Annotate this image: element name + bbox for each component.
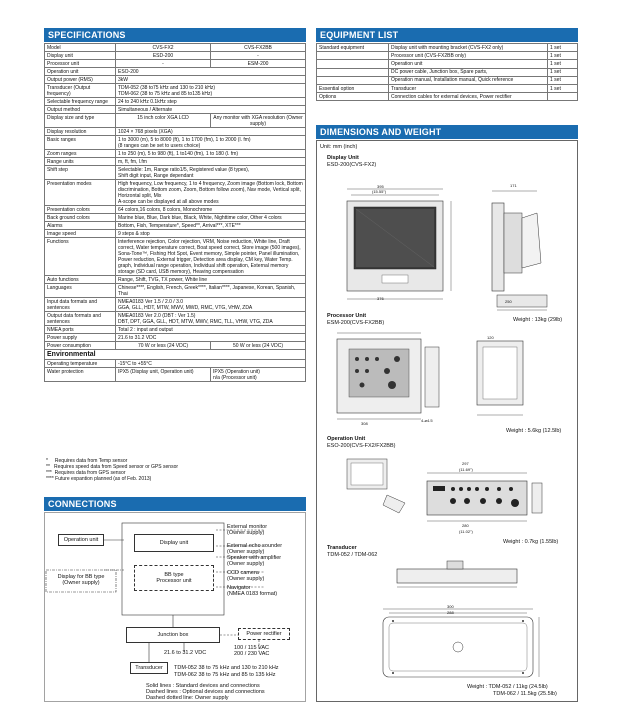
specifications-footnotes <box>46 458 302 482</box>
dim-transducer-288: 288 <box>447 610 454 615</box>
spec-row <box>45 342 306 350</box>
equipment-item: Connection cables for external devices, Power rectifier <box>389 93 548 101</box>
equipment-table <box>316 43 578 101</box>
spec-label: Languages <box>45 284 116 298</box>
spec-label: Functions <box>45 238 116 276</box>
specifications-table-container <box>44 43 306 382</box>
transducer-drawing <box>327 559 567 687</box>
spec-value: Interference rejection, Color rejection, VRM, Noise reduction, White line, Draft correct, Water temperature correct, Boat speed correct, Store image (500 images), Sona-Tone™, Fishing Hot Spot, Event memory, Simple pointer, Panel illumination, Power reduction, External trigger, Detection area display, CM key, Water Temp. graph, Individual range operation, Individual shift operation, External memory storage (SD card, USB memory), Heaving compensation <box>116 238 306 276</box>
equipment-row <box>317 85 578 93</box>
equipment-header: EQUIPMENT LIST <box>316 28 578 42</box>
transducer-model: TDM-052 / TDM-062 <box>327 552 378 558</box>
footnote: *** Requires data from GPS sensor <box>46 470 126 476</box>
equipment-qty: 1 set <box>548 76 578 84</box>
spec-label: Display size and type <box>45 114 116 128</box>
spec-row <box>45 334 306 342</box>
operation-unit-box: Operation unit <box>58 534 104 546</box>
footnote: ** Requires speed data from Speed sensor or GPS sensor <box>46 464 179 470</box>
dim-display-395: 395 <box>377 184 384 189</box>
spec-row <box>45 158 306 166</box>
display-unit-model: ESD-200(CVS-FX2) <box>327 162 377 168</box>
legend-dashed: Dashed lines : Optional devices and connections <box>146 689 265 695</box>
equipment-row <box>317 93 578 101</box>
env-value-fx2: IPX5 (Display unit, Operation unit) <box>116 368 211 382</box>
legend-solid: Solid lines : Standard devices and connections <box>146 683 260 689</box>
spec-value: 9 steps & stop <box>116 230 306 238</box>
equipment-row <box>317 68 578 76</box>
spec-label: Transducer (Output frequency) <box>45 84 116 98</box>
env-label: Operating temperature <box>45 360 116 368</box>
spec-row <box>45 114 306 128</box>
equipment-item: Processor unit (CVS-FX2BB only) <box>389 52 548 60</box>
dim-processor-120: 120 <box>487 335 494 340</box>
spec-label: Presentation colors <box>45 206 116 214</box>
equipment-group: Standard equipment <box>317 44 389 52</box>
spec-label: Image speed <box>45 230 116 238</box>
spec-label: Power supply <box>45 334 116 342</box>
spec-row <box>45 128 306 136</box>
env-value: -15°C to +55°C <box>116 360 306 368</box>
equipment-item: DC power cable, Junction box, Spare parts, <box>389 68 548 76</box>
spec-value: m, ft, fm, l.fm <box>116 158 306 166</box>
equipment-group <box>317 60 389 68</box>
navigator-label: Navigator (NMEA 0183 format) <box>227 585 278 597</box>
operation-unit-drawing <box>327 451 567 541</box>
spec-label: Selectable frequency range <box>45 98 116 106</box>
dim-transducer-300: 300 <box>447 604 454 609</box>
specifications-header: SPECIFICATIONS <box>44 28 306 42</box>
spec-label: Back ground colors <box>45 214 116 222</box>
footnote: * Requires data from Temp sensor <box>46 458 128 464</box>
env-value-fx2bb: IPX5 (Operation unit) n/a (Processor unit) <box>211 368 306 382</box>
spec-label: Basic ranges <box>45 136 116 150</box>
operation-weight: Weight : 0.7kg (1.55lb) <box>503 539 559 545</box>
spec-row <box>45 298 306 312</box>
spec-label: Display resolution <box>45 128 116 136</box>
ccd-label: CCD camera (Owner supply) <box>227 570 265 582</box>
spec-label: Auto functions <box>45 276 116 284</box>
spec-row <box>45 326 306 334</box>
equipment-row <box>317 76 578 84</box>
env-row <box>45 368 306 382</box>
processor-unit-drawing <box>327 329 567 425</box>
environmental-table <box>44 359 306 382</box>
footnote: **** Future expantion planned (as of Feb. 2013) <box>46 476 152 482</box>
spec-row <box>45 136 306 150</box>
unit-label: Unit: mm (inch) <box>320 144 358 150</box>
display-unit-drawing <box>327 183 567 313</box>
spec-row <box>45 276 306 284</box>
spec-value-fx2: - <box>116 60 211 68</box>
spec-value: NMEA0183 Ver 1.5 / 2.0 / 3.0 GGA, GLL, HDT, MTW, MWV, MWD, RMC, VTG, VHW, ZDA <box>116 298 306 312</box>
spec-row <box>45 68 306 76</box>
equipment-row <box>317 60 578 68</box>
processor-weight: Weight : 5.6kg (12.5lb) <box>506 428 562 434</box>
operation-title: Operation Unit <box>327 436 366 442</box>
spec-row <box>45 52 306 60</box>
equipment-qty: 1 set <box>548 85 578 93</box>
speaker-label: Speaker with amplifier (Owner supply) <box>227 555 282 567</box>
spec-value-fx2: 70 W or less (24 VDC) <box>116 342 211 350</box>
spec-row <box>45 230 306 238</box>
spec-value-fx2: CVS-FX2 <box>116 44 211 52</box>
dim-operation-297: 297 <box>462 461 469 466</box>
dim-processor-hole: 4-ø4.5 <box>421 418 433 423</box>
equipment-group <box>317 68 389 76</box>
spec-value: 24 to 240 kHz 0.1kHz step <box>116 98 306 106</box>
equipment-item: Operation manual, Installation manual, Quick reference <box>389 76 548 84</box>
spec-value: 3kW <box>116 76 306 84</box>
spec-label: Input data formats and sentences <box>45 298 116 312</box>
processor-title: Processor Unit <box>327 313 367 319</box>
spec-label: Output power (RMS) <box>45 76 116 84</box>
equipment-qty: 1 set <box>548 60 578 68</box>
equipment-qty <box>548 93 578 101</box>
spec-row <box>45 214 306 222</box>
tdm062-label: TDM-062 38 to 75 kHz and 85 to 135 kHz <box>174 672 276 678</box>
dim-operation-11-69: (11.69") <box>459 467 473 472</box>
spec-value: Bottom, Fish, Temperature*, Speed**, Arrival***, XTE*** <box>116 222 306 230</box>
spec-row <box>45 166 306 180</box>
power-rectifier-box: Power rectifier <box>238 628 290 640</box>
spec-value-fx2: 15 inch color XGA LCD <box>116 114 211 128</box>
equipment-item: Transducer <box>389 85 548 93</box>
spec-value: 1024 × 768 pixels (XGA) <box>116 128 306 136</box>
spec-value: 1 to 3000 (m), 5 to 8000 (ft), 1 to 1700 (fm), 1 to 2000 (l. fm) (8 ranges can be set to users choice) <box>116 136 306 150</box>
display-unit-box: Display unit <box>134 534 214 552</box>
spec-row <box>45 312 306 326</box>
equipment-table-container <box>316 43 578 101</box>
spec-label: Output data formats and sentences <box>45 312 116 326</box>
connections-diagram <box>44 512 306 702</box>
spec-label: Operation unit <box>45 68 116 76</box>
dimensions-header: DIMENSIONS AND WEIGHT <box>316 125 578 139</box>
spec-value: Total 2 : input and output <box>116 326 306 334</box>
spec-label: Presentation modes <box>45 180 116 206</box>
spec-value: Range, Shift, TVG, TX power, White line <box>116 276 306 284</box>
dimensions-panel <box>316 140 578 702</box>
spec-value-fx2bb: - <box>211 52 306 60</box>
connections-header: CONNECTIONS <box>44 497 306 511</box>
spec-value: Simultaneous / Alternate <box>116 106 306 114</box>
ext-sounder-label: External echo sounder (Owner supply) <box>227 543 283 555</box>
spec-value: Marine blue, Blue, Dark blue, Black, White, Nighttime color, Other 4 colors <box>116 214 306 222</box>
spec-row <box>45 60 306 68</box>
spec-row <box>45 76 306 84</box>
equipment-group <box>317 52 389 60</box>
equipment-item: Display unit with mounting bracket (CVS-FX2 only) <box>389 44 548 52</box>
equipment-qty: 1 set <box>548 44 578 52</box>
dim-operation-280: 280 <box>462 523 469 528</box>
spec-value: 21.6 to 31.2 VDC <box>116 334 306 342</box>
processor-model: ESM-200(CVS-FX2BB) <box>327 320 385 326</box>
spec-row <box>45 206 306 214</box>
spec-row <box>45 106 306 114</box>
spec-value: Chinese****, English, French, Greek****, Italian****, Japanese, Korean, Spanish, Thai <box>116 284 306 298</box>
spec-label: Output method <box>45 106 116 114</box>
spec-value: TDM-052 (38 to75 kHz and 130 to 210 kHz) TDM-062 (38 to 75 kHz and 85 to135 kHz) <box>116 84 306 98</box>
equipment-group: Options <box>317 93 389 101</box>
transducer-title: Transducer <box>327 545 357 551</box>
spec-label: Power consumption <box>45 342 116 350</box>
spec-value-fx2: ESD-200 <box>116 52 211 60</box>
spec-row <box>45 98 306 106</box>
tdm052-label: TDM-052 38 to 75 kHz and 130 to 210 kHz <box>174 665 279 671</box>
env-row <box>45 360 306 368</box>
spec-value: 1 to 250 (m), 5 to 980 (ft), 1 to140 (fm), 1 to 180 (l. fm) <box>116 150 306 158</box>
bb-processor-box: BB type Processor unit <box>134 565 214 591</box>
spec-row <box>45 180 306 206</box>
dim-display-171: 171 <box>510 183 517 188</box>
spec-label: Shift step <box>45 166 116 180</box>
spec-label: Processor unit <box>45 60 116 68</box>
transducer-box: Transducer <box>130 662 168 674</box>
spec-label: Model <box>45 44 116 52</box>
equipment-row <box>317 44 578 52</box>
spec-value: Selectable: 1m, Range ratio1/5, Registered value (8 types), Shift digit input, Range dependant <box>116 166 306 180</box>
spec-label: NMEA ports <box>45 326 116 334</box>
spec-row <box>45 238 306 276</box>
ext-monitor-label: External monitor (Owner supply) <box>227 524 268 536</box>
transducer-weight-1: Weight : TDM-052 / 11kg (24.5lb) <box>467 684 548 690</box>
spec-label: Display unit <box>45 52 116 60</box>
dim-display-376: 376 <box>377 296 384 301</box>
spec-row <box>45 222 306 230</box>
dim-processor-308: 308 <box>361 421 368 426</box>
dim-operation-11-02: (11.02") <box>459 529 473 534</box>
equipment-group: Essential option <box>317 85 389 93</box>
junction-box: Junction box <box>126 627 220 643</box>
spec-label: Alarms <box>45 222 116 230</box>
dim-display-250: 250 <box>505 299 512 304</box>
equipment-item: Operation unit <box>389 60 548 68</box>
spec-label: Range units <box>45 158 116 166</box>
dim-display-395b: (15.55") <box>372 189 387 194</box>
env-label: Water protection <box>45 368 116 382</box>
display-bb-box: Display for BB type (Owner supply) <box>57 574 105 586</box>
display-unit-title: Display Unit <box>327 155 359 161</box>
spec-value-fx2bb: 50 W or less (24 VDC) <box>211 342 306 350</box>
spec-row <box>45 44 306 52</box>
equipment-qty: 1 set <box>548 52 578 60</box>
spec-value: ESO-200 <box>116 68 306 76</box>
equipment-row <box>317 52 578 60</box>
spec-value-fx2bb: ESM-200 <box>211 60 306 68</box>
spec-value: NMEA0183 Ver 2.0 (DBT : Ver 1.5) DBT, DPT, GGA, GLL, HDT, MTW, MWV, RMC, TLL, VHW, VTG, ZDA <box>116 312 306 326</box>
spec-value-fx2bb: Any monitor with XGA resolution (Owner supply) <box>211 114 306 128</box>
spec-value-fx2bb: CVS-FX2BB <box>211 44 306 52</box>
spec-value: 64 colors,16 colors, 8 colors, Monochrome <box>116 206 306 214</box>
spec-row <box>45 284 306 298</box>
transducer-weight-2: TDM-062 / 11.5kg (25.5lb) <box>493 691 557 697</box>
equipment-group <box>317 76 389 84</box>
operation-model: ESO-200(CVS-FX2/FX2BB) <box>327 443 396 449</box>
spec-row <box>45 84 306 98</box>
display-weight: Weight : 13kg (29lb) <box>513 317 563 323</box>
spec-row <box>45 150 306 158</box>
legend-dashdot: Dashed dotted line: Owner supply <box>146 695 229 701</box>
equipment-qty: 1 set <box>548 68 578 76</box>
specifications-table <box>44 43 306 350</box>
vac-label: 100 / 115 VAC 200 / 230 VAC <box>234 645 270 657</box>
spec-label: Zoom ranges <box>45 150 116 158</box>
spec-value: High frequency, Low frequency, 1 to 4 frequency, Zoom image (Bottom lock, Bottom discrimination, Bottom zoom, Zoom, Bottom follow zoom), Nav mode, Vertical split, Horizontal split, Mix A-scope can be displayed at all above modes <box>116 180 306 206</box>
environmental-title: Environmental <box>44 350 306 359</box>
vdc-label: 21.6 to 31.2 VDC <box>164 650 207 656</box>
